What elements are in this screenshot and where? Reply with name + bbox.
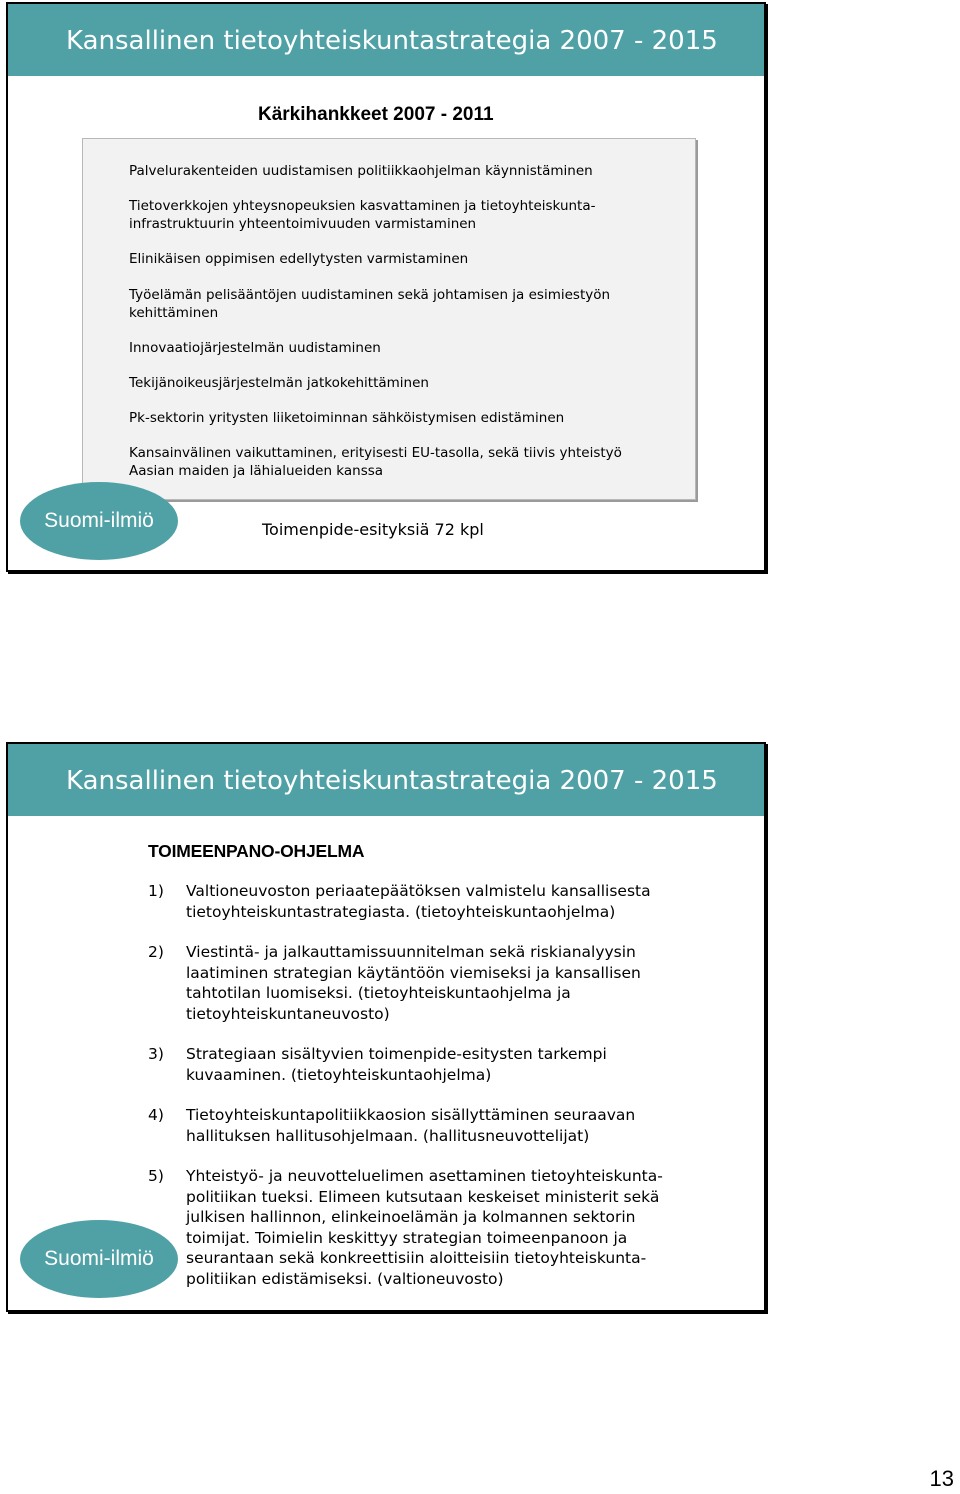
item-line: kuvaaminen. (tietoyhteiskuntaohjelma) — [186, 1065, 492, 1084]
list-item — [129, 198, 689, 233]
item-line: tietoyhteiskuntastrategiasta. (tietoyhteiskuntaohjelma) — [186, 902, 616, 921]
item-text — [186, 942, 726, 1024]
slide-title: Kansallinen tietoyhteiskuntastrategia 2007 - 2015 — [66, 26, 718, 56]
list-item — [129, 375, 689, 393]
suomi-ilmio-logo — [20, 482, 178, 560]
list-item-line: Innovaatiojärjestelmän uudistaminen — [129, 340, 381, 356]
item-line: politiikan tueksi. Elimeen kutsutaan keskeiset ministerit sekä — [186, 1187, 660, 1206]
item-line: tietoyhteiskuntaneuvosto) — [186, 1004, 390, 1023]
item-line: seurantaan sekä konkreettisiin aloitteisiin tietoyhteiskunta- — [186, 1249, 647, 1267]
item-number: 3) — [148, 1045, 164, 1063]
footer-note: Toimenpide-esityksiä 72 kpl — [262, 520, 484, 539]
list-item-line: kehittäminen — [129, 304, 219, 321]
list-item-line: Kansainvälinen vaikuttaminen, erityisesti EU-tasolla, sekä tiivis yhteistyö — [129, 445, 622, 461]
logo-text: Suomi-ilmiö — [44, 1247, 154, 1270]
item-line: Yhteistyö- ja neuvotteluelimen asettaminen tietoyhteiskunta- — [186, 1167, 663, 1185]
list-item-line: Aasian maiden ja lähialueiden kanssa — [129, 462, 384, 479]
item-number: 4) — [148, 1106, 164, 1124]
item-line: politiikan edistämiseksi. (valtioneuvosto) — [186, 1269, 504, 1288]
project-list-box — [82, 138, 696, 500]
list-item-line: Elinikäisen oppimisen edellytysten varmistaminen — [129, 251, 469, 267]
list-item-line: Tekijänoikeusjärjestelmän jatkokehittäminen — [129, 375, 429, 391]
item-line: Valtioneuvoston periaatepäätöksen valmistelu kansallisesta — [186, 882, 651, 900]
item-number: 5) — [148, 1167, 164, 1185]
item-text — [186, 881, 726, 922]
slide-karkihankkeet — [6, 2, 766, 572]
list-item-line: Pk-sektorin yritysten liiketoiminnan sähköistymisen edistäminen — [129, 410, 565, 426]
slide-toimeenpano-ohjelma — [6, 742, 766, 1312]
item-line: Strategiaan sisältyvien toimenpide-esitysten tarkempi — [186, 1045, 607, 1063]
logo-text: Suomi-ilmiö — [44, 509, 154, 532]
item-line: julkisen hallinnon, elinkeinoelämän ja kolmannen sektorin — [186, 1208, 636, 1226]
item-text — [186, 1166, 726, 1289]
list-item — [129, 445, 689, 480]
item-number: 2) — [148, 943, 164, 961]
slide-title-bar — [8, 4, 764, 76]
item-text — [186, 1044, 726, 1085]
slide-title-bar — [8, 744, 764, 816]
item-line: Tietoyhteiskuntapolitiikkaosion sisällyttäminen seuraavan — [186, 1106, 636, 1124]
list-item — [129, 410, 689, 428]
page-number: 13 — [929, 1466, 954, 1491]
item-number: 1) — [148, 882, 164, 900]
list-item-line: infrastruktuurin yhteentoimivuuden varmistaminen — [129, 215, 477, 232]
list-item — [129, 251, 689, 269]
list-item-line: Palvelurakenteiden uudistamisen politiikkaohjelman käynnistäminen — [129, 163, 593, 179]
program-heading: TOIMEENPANO-OHJELMA — [148, 841, 365, 861]
list-item — [129, 287, 689, 322]
item-line: laatiminen strategian käytäntöön viemiseksi ja kansallisen — [186, 963, 641, 982]
item-line: Viestintä- ja jalkauttamissuunnitelman sekä riskianalyysin — [186, 943, 636, 961]
list-item — [129, 163, 689, 181]
item-line: hallituksen hallitusohjelmaan. (hallitusneuvottelijat) — [186, 1126, 590, 1145]
list-item-line: Työelämän pelisääntöjen uudistaminen sekä johtamisen ja esimiestyön — [129, 287, 611, 303]
item-line: toimijat. Toimielin keskittyy strategian toimeenpanoon ja — [186, 1228, 628, 1247]
list-item-line: Tietoverkkojen yhteysnopeuksien kasvattaminen ja tietoyhteiskunta- — [129, 198, 596, 214]
slide-title: Kansallinen tietoyhteiskuntastrategia 2007 - 2015 — [66, 766, 718, 796]
item-line: tahtotilan luomiseksi. (tietoyhteiskuntaohjelma ja — [186, 984, 571, 1002]
item-text — [186, 1105, 726, 1146]
list-item — [129, 340, 689, 358]
suomi-ilmio-logo — [20, 1220, 178, 1298]
slide-subheading: Kärkihankkeet 2007 - 2011 — [258, 104, 494, 125]
